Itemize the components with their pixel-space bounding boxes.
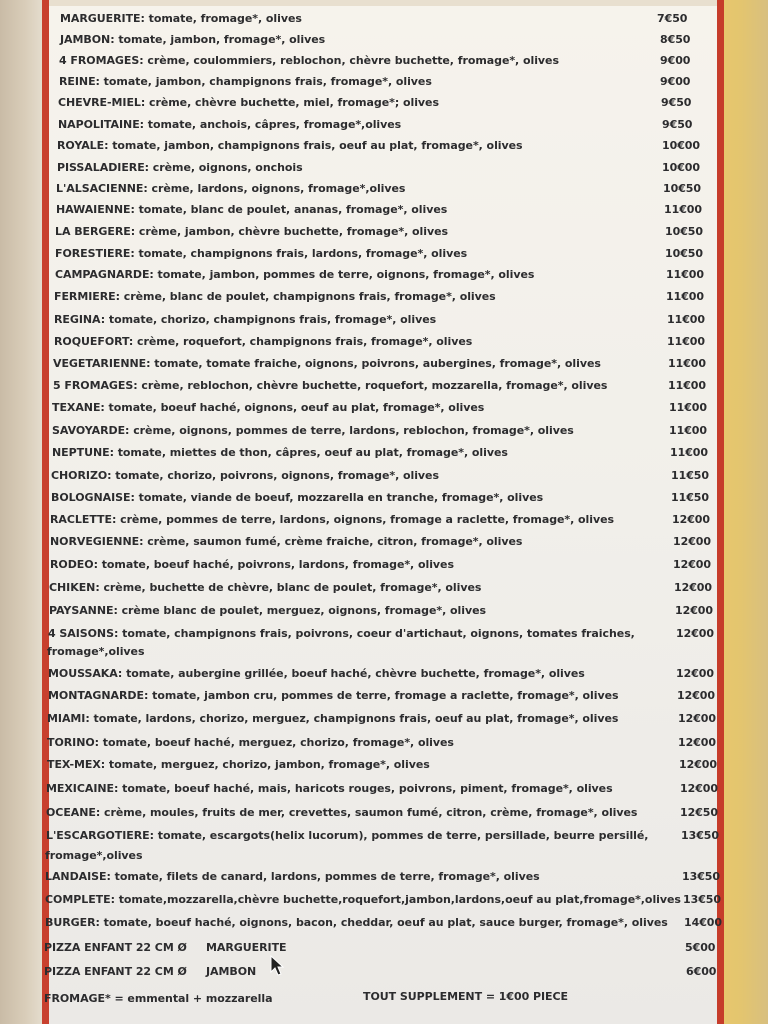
menu-item-ingredients: tomate, boeuf haché, oignons, oeuf au plat, fromage*, olives <box>104 401 485 414</box>
menu-item-text <box>60 12 302 25</box>
menu-item-name: PISSALADIERE: <box>57 161 150 174</box>
menu-item-text <box>51 469 439 482</box>
menu-item-price: 12€00 <box>674 581 713 594</box>
menu-item-ingredients: tomate, fromage*, olives <box>144 12 302 25</box>
menu-item-text <box>45 893 681 906</box>
menu-item-name: 4 SAISONS: <box>48 627 119 640</box>
menu-item-name: REGINA: <box>54 313 106 326</box>
menu-item-text <box>47 712 618 725</box>
menu-item-ingredients: tomate, chorizo, champignons frais, fromage*, olives <box>105 313 437 326</box>
menu-item-ingredients: crème, buchette de chèvre, blanc de poulet, fromage*, olives <box>99 581 482 594</box>
menu-item-price: 12€00 <box>672 513 711 526</box>
menu-item-ingredients-cont: fromage*,olives <box>47 645 145 658</box>
menu-item-price: 12€00 <box>678 712 717 725</box>
menu-item-ingredients: tomate, champignons frais, lardons, fromage*, olives <box>134 247 468 260</box>
menu-item-text <box>59 75 432 88</box>
menu-item-ingredients: tomate, chorizo, poivrons, oignons, fromage*, olives <box>111 469 439 482</box>
menu-item-price: 12€00 <box>678 736 717 749</box>
menu-item-price: 12€00 <box>679 758 718 771</box>
menu-item-ingredients: tomate, jambon, champignons frais, fromage*, olives <box>99 75 432 88</box>
menu-item-name: LANDAISE: <box>45 870 111 883</box>
menu-item-ingredients: tomate, aubergine grillée, boeuf haché, chèvre buchette, fromage*, olives <box>122 667 585 680</box>
menu-item-text <box>44 941 287 954</box>
menu-item-price: 10€00 <box>662 161 701 174</box>
menu-item-ingredients: crème, oignons, pommes de terre, lardons, reblochon, fromage*, olives <box>129 424 574 437</box>
menu-item-text <box>54 290 496 303</box>
menu-item-name: TEX-MEX: <box>47 758 106 771</box>
menu-item-price: 11€00 <box>669 424 708 437</box>
menu-item-name: L'ALSACIENNE: <box>56 182 148 195</box>
menu-item-name: RODEO: <box>50 558 98 571</box>
menu-item-ingredients: crème, lardons, oignons, fromage*,olives <box>147 182 406 195</box>
menu-item-price: 12€00 <box>673 535 712 548</box>
menu-item-name: ROQUEFORT: <box>54 335 134 348</box>
menu-item-price: 13€50 <box>682 870 721 883</box>
menu-item-continuation <box>47 645 144 658</box>
menu-item-text <box>54 335 472 348</box>
menu-item-text <box>55 268 534 281</box>
menu-item-name: SAVOYARDE: <box>52 424 130 437</box>
menu-item-ingredients: tomate, anchois, câpres, fromage*,olives <box>144 118 402 131</box>
menu-item-name: VEGETARIENNE: <box>53 357 151 370</box>
menu-item-price: 12€00 <box>680 782 719 795</box>
menu-item-ingredients: crème, oignons, onchois <box>149 161 303 174</box>
menu-item-price: 13€50 <box>681 829 720 842</box>
menu-item-ingredients: crème, roquefort, champignons frais, fromage*, olives <box>133 335 473 348</box>
menu-item-price: 12€00 <box>677 689 716 702</box>
menu-item-name: MONTAGNARDE: <box>48 689 149 702</box>
menu-item-name: NORVEGIENNE: <box>50 535 144 548</box>
menu-item-name: MEXICAINE: <box>46 782 119 795</box>
menu-item-text <box>50 535 522 548</box>
menu-item-price: 11€00 <box>666 290 705 303</box>
menu-item-text <box>59 54 559 67</box>
menu-item-text <box>60 33 325 46</box>
menu-item-price: 12€00 <box>675 604 714 617</box>
menu-item-name: CAMPAGNARDE: <box>55 268 154 281</box>
menu-item-ingredients: tomate, jambon, fromage*, olives <box>114 33 326 46</box>
menu-item-name: 5 FROMAGES: <box>53 379 138 392</box>
menu-item-ingredients: crème, blanc de poulet, champignons frais, fromage*, olives <box>120 290 496 303</box>
menu-item-text <box>52 424 574 437</box>
menu-item-ingredients: tomate, filets de canard, lardons, pommes de terre, fromage*, olives <box>110 870 540 883</box>
menu-item-name: MARGUERITE: <box>60 12 145 25</box>
menu-item-name: L'ESCARGOTIERE: <box>46 829 154 842</box>
menu-item-name: JAMBON: <box>60 33 115 46</box>
menu-item-text <box>55 225 448 238</box>
menu-item-price: 10€50 <box>665 247 704 260</box>
menu-item-name: ROYALE: <box>57 139 109 152</box>
menu-item-text <box>48 627 635 640</box>
menu-item-ingredients: crème blanc de poulet, merguez, oignons, fromage*, olives <box>117 604 486 617</box>
menu-item-name: 4 FROMAGES: <box>59 54 144 67</box>
menu-item-name: FORESTIERE: <box>55 247 135 260</box>
menu-item-name: PIZZA ENFANT 22 CM Ø <box>44 965 187 978</box>
menu-item-ingredients: tomate, lardons, chorizo, merguez, champignons frais, oeuf au plat, fromage*, olives <box>89 712 619 725</box>
footer-left-text: FROMAGE* = emmental + mozzarella <box>44 992 273 1005</box>
footer-supplement-note <box>363 990 568 1003</box>
menu-item-ingredients-cont: fromage*,olives <box>45 849 143 862</box>
footer-right-text: TOUT SUPPLEMENT = 1€00 PIECE <box>363 990 568 1003</box>
menu-item-name: MIAMI: <box>47 712 90 725</box>
menu-item-ingredients: tomate, tomate fraiche, oignons, poivrons, aubergines, fromage*, olives <box>150 357 601 370</box>
menu-item-text <box>53 357 601 370</box>
menu-item-text <box>49 581 481 594</box>
menu-item-ingredients: tomate, escargots(helix lucorum), pommes de terre, persillade, beurre persillé, <box>154 829 649 842</box>
menu-item-text <box>56 182 405 195</box>
menu-item-ingredients: crème, chèvre buchette, miel, fromage*; olives <box>145 96 439 109</box>
top-band <box>49 0 717 6</box>
menu-item-name: REINE: <box>59 75 100 88</box>
menu-item-continuation <box>45 849 142 862</box>
menu-item-text <box>54 313 436 326</box>
menu-item-ingredients: MARGUERITE <box>206 941 287 954</box>
menu-item-price: 11€50 <box>671 491 710 504</box>
menu-item-text <box>58 118 401 131</box>
menu-item-price: 9€50 <box>662 118 693 131</box>
menu-item-name: LA BERGERE: <box>55 225 136 238</box>
menu-item-ingredients: tomate, boeuf haché, poivrons, lardons, fromage*, olives <box>97 558 454 571</box>
menu-item-name: PIZZA ENFANT 22 CM Ø <box>44 941 187 954</box>
menu-item-name: RACLETTE: <box>50 513 117 526</box>
menu-item-text <box>49 604 486 617</box>
menu-item-price: 12€00 <box>673 558 712 571</box>
menu-item-text <box>45 916 668 929</box>
left-border <box>0 0 42 1024</box>
menu-item-ingredients: crème, saumon fumé, crème fraiche, citron, fromage*, olives <box>143 535 523 548</box>
menu-item-ingredients: JAMBON <box>206 965 257 978</box>
menu-item-price: 10€50 <box>665 225 704 238</box>
menu-item-name: OCEANE: <box>46 806 101 819</box>
menu-item-name: FERMIERE: <box>54 290 120 303</box>
menu-item-name: BOLOGNAISE: <box>51 491 135 504</box>
menu-item-text <box>57 139 523 152</box>
menu-item-ingredients: tomate, jambon, pommes de terre, oignons, fromage*, olives <box>153 268 535 281</box>
menu-item-text <box>53 379 607 392</box>
menu-item-text <box>48 689 619 702</box>
menu-item-price: 11€00 <box>668 357 707 370</box>
menu-item-text <box>58 96 439 109</box>
menu-item-name: CHORIZO: <box>51 469 112 482</box>
menu-item-ingredients: tomate,mozzarella,chèvre buchette,roquefort,jambon,lardons,oeuf au plat,fromage*,olives <box>114 893 681 906</box>
menu-item-name: HAWAIENNE: <box>56 203 135 216</box>
menu-item-text <box>50 558 454 571</box>
menu-item-text <box>56 203 447 216</box>
right-yellow-border <box>724 0 768 1024</box>
menu-item-ingredients: tomate, miettes de thon, câpres, oeuf au plat, fromage*, olives <box>113 446 508 459</box>
menu-item-ingredients: crème, moules, fruits de mer, crevettes, saumon fumé, citron, crème, fromage*, olives <box>100 806 638 819</box>
menu-item-ingredients: crème, jambon, chèvre buchette, fromage*, olives <box>135 225 448 238</box>
menu-item-text <box>52 446 508 459</box>
menu-item-text <box>45 870 540 883</box>
menu-item-text <box>50 513 614 526</box>
menu-item-price: 9€00 <box>660 75 691 88</box>
menu-item-text <box>51 491 543 504</box>
menu-item-price: 12€00 <box>676 667 715 680</box>
menu-item-text <box>55 247 467 260</box>
mouse-cursor-icon <box>270 955 284 977</box>
menu-item-ingredients: tomate, jambon cru, pommes de terre, fromage a raclette, fromage*, olives <box>148 689 619 702</box>
menu-item-price: 11€00 <box>669 401 708 414</box>
menu-item-price: 11€00 <box>666 268 705 281</box>
menu-item-price: 10€50 <box>663 182 702 195</box>
menu-item-ingredients: crème, reblochon, chèvre buchette, roquefort, mozzarella, fromage*, olives <box>137 379 608 392</box>
menu-item-ingredients: tomate, viande de boeuf, mozzarella en tranche, fromage*, olives <box>134 491 544 504</box>
menu-item-price: 11€00 <box>670 446 709 459</box>
menu-item-ingredients: crème, coulommiers, reblochon, chèvre buchette, fromage*, olives <box>143 54 559 67</box>
menu-item-ingredients: tomate, merguez, chorizo, jambon, fromage*, olives <box>105 758 430 771</box>
menu-item-price: 12€50 <box>680 806 719 819</box>
menu-item-text <box>57 161 303 174</box>
menu-item-price: 7€50 <box>657 12 688 25</box>
menu-item-name: COMPLETE: <box>45 893 115 906</box>
menu-item-text <box>48 667 585 680</box>
menu-item-name: BURGER: <box>45 916 100 929</box>
menu-item-name: TEXANE: <box>52 401 105 414</box>
menu-item-price: 11€50 <box>671 469 710 482</box>
menu-item-price: 9€00 <box>660 54 691 67</box>
menu-item-ingredients: tomate, champignons frais, poivrons, coeur d'artichaut, oignons, tomates fraiches, <box>118 627 635 640</box>
menu-item-text <box>46 806 637 819</box>
menu-item-name: MOUSSAKA: <box>48 667 123 680</box>
menu-item-text <box>47 736 454 749</box>
menu-item-text <box>46 829 648 842</box>
menu-item-name: NEPTUNE: <box>52 446 114 459</box>
menu-item-text <box>44 965 257 978</box>
menu-item-ingredients: tomate, jambon, champignons frais, oeuf au plat, fromage*, olives <box>108 139 523 152</box>
menu-item-text <box>46 782 613 795</box>
menu-item-text <box>47 758 430 771</box>
menu-item-price: 11€00 <box>667 335 706 348</box>
menu-item-price: 8€50 <box>660 33 691 46</box>
menu-item-price: 13€50 <box>683 893 722 906</box>
menu-item-price: 11€00 <box>664 203 703 216</box>
menu-item-ingredients: tomate, boeuf haché, oignons, bacon, cheddar, oeuf au plat, sauce burger, fromage*, olives <box>99 916 668 929</box>
menu-item-name: PAYSANNE: <box>49 604 118 617</box>
menu-item-ingredients: tomate, boeuf haché, mais, haricots rouges, poivrons, piment, fromage*, olives <box>118 782 613 795</box>
menu-item-text <box>52 401 484 414</box>
menu-item-price: 10€00 <box>662 139 701 152</box>
menu-item-price: 6€00 <box>686 965 717 978</box>
menu-item-ingredients: tomate, boeuf haché, merguez, chorizo, fromage*, olives <box>99 736 454 749</box>
footer-fromage-note <box>44 992 272 1005</box>
menu-item-price: 11€00 <box>667 313 706 326</box>
menu-item-price: 12€00 <box>676 627 715 640</box>
menu-item-ingredients: crème, pommes de terre, lardons, oignons, fromage a raclette, fromage*, olives <box>116 513 615 526</box>
menu-item-name: NAPOLITAINE: <box>58 118 145 131</box>
menu-item-name: CHEVRE-MIEL: <box>58 96 146 109</box>
menu-item-price: 11€00 <box>668 379 707 392</box>
menu-item-name: TORINO: <box>47 736 100 749</box>
menu-item-name: CHIKEN: <box>49 581 100 594</box>
menu-item-price: 14€00 <box>684 916 723 929</box>
menu-item-price: 5€00 <box>685 941 716 954</box>
menu-item-price: 9€50 <box>661 96 692 109</box>
menu-item-ingredients: tomate, blanc de poulet, ananas, fromage*, olives <box>134 203 448 216</box>
